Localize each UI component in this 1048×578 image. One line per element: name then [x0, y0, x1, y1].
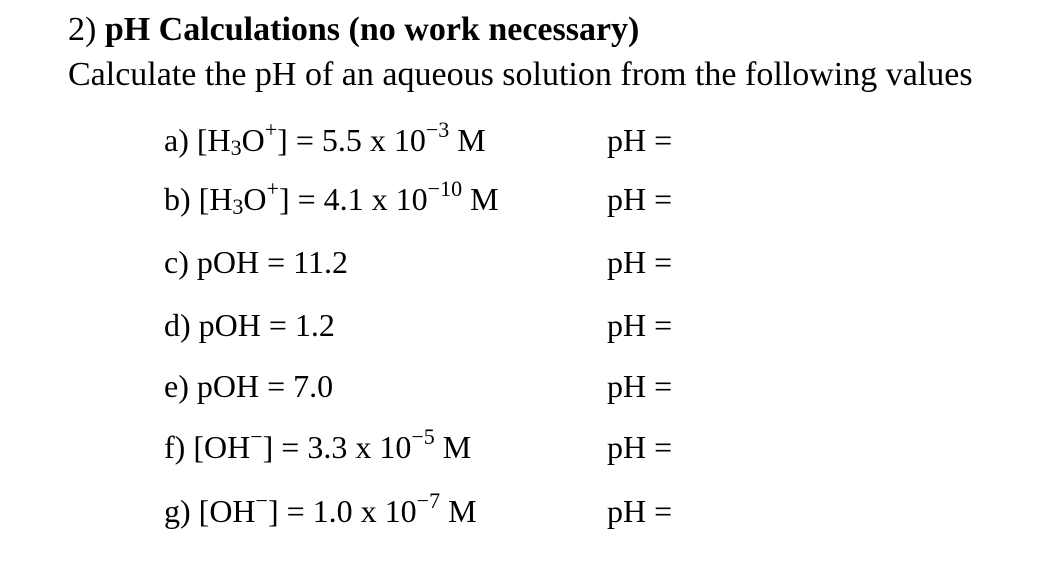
problem-letter: e) — [164, 368, 189, 404]
section-instruction: Calculate the pH of an aqueous solution from the following values — [68, 56, 973, 93]
ion-charge: + — [266, 176, 279, 201]
problem-letter: b) — [164, 181, 191, 217]
problem-f — [0, 425, 1048, 469]
species-text: [H — [198, 181, 233, 217]
answer-label: pH = — [607, 429, 673, 465]
unit: M — [434, 429, 472, 465]
concentration-value: ] = 5.5 x 10 — [277, 122, 426, 158]
ion-charge: − — [255, 488, 268, 513]
exponent: −10 — [427, 176, 463, 201]
problem-g-expression — [164, 489, 477, 533]
subscript: 3 — [230, 135, 242, 160]
answer-label: pH = — [607, 368, 673, 404]
poh-value: pOH = 1.2 — [198, 307, 335, 343]
poh-value: pOH = 7.0 — [196, 368, 334, 404]
problem-e — [0, 364, 1048, 408]
species-tail: O — [243, 181, 267, 217]
problem-d — [0, 303, 1048, 347]
species-text: [OH — [198, 493, 256, 529]
exponent: −5 — [411, 424, 435, 449]
exponent: −3 — [425, 117, 450, 142]
section-number: 2) — [68, 11, 97, 48]
problem-a — [0, 118, 1048, 162]
problem-letter: f) — [164, 429, 186, 465]
answer-label: pH = — [607, 244, 673, 280]
problem-b — [0, 177, 1048, 221]
section-heading — [68, 10, 639, 50]
problem-b-expression — [164, 177, 499, 221]
problem-e-expression — [164, 364, 333, 408]
unit: M — [462, 181, 499, 217]
exponent: −7 — [416, 488, 441, 513]
concentration-value: ] = 3.3 x 10 — [262, 429, 412, 465]
unit: M — [440, 493, 477, 529]
problem-d-expression — [164, 303, 335, 347]
problem-letter: g) — [164, 493, 191, 529]
answer-label: pH = — [607, 493, 673, 529]
subscript: 3 — [232, 194, 244, 219]
answer-label: pH = — [607, 181, 673, 217]
answer-label: pH = — [607, 307, 673, 343]
species-text: [OH — [193, 429, 251, 465]
ion-charge: − — [250, 424, 263, 449]
species-tail: O — [241, 122, 265, 158]
unit: M — [449, 122, 486, 158]
problem-f-expression — [164, 425, 471, 469]
problem-letter: d) — [164, 307, 191, 343]
problem-g — [0, 489, 1048, 533]
species-text: [H — [196, 122, 231, 158]
concentration-value: ] = 1.0 x 10 — [267, 493, 417, 529]
answer-label: pH = — [607, 122, 673, 158]
problem-letter: c) — [164, 244, 189, 280]
ion-charge: + — [264, 117, 278, 142]
concentration-value: ] = 4.1 x 10 — [278, 181, 428, 217]
section-title: pH Calculations (no work necessary) — [104, 11, 640, 48]
problem-c-expression — [164, 240, 348, 284]
problem-c — [0, 240, 1048, 284]
problem-letter: a) — [164, 122, 189, 158]
problem-a-expression — [164, 118, 486, 162]
poh-value: pOH = 11.2 — [196, 244, 348, 280]
